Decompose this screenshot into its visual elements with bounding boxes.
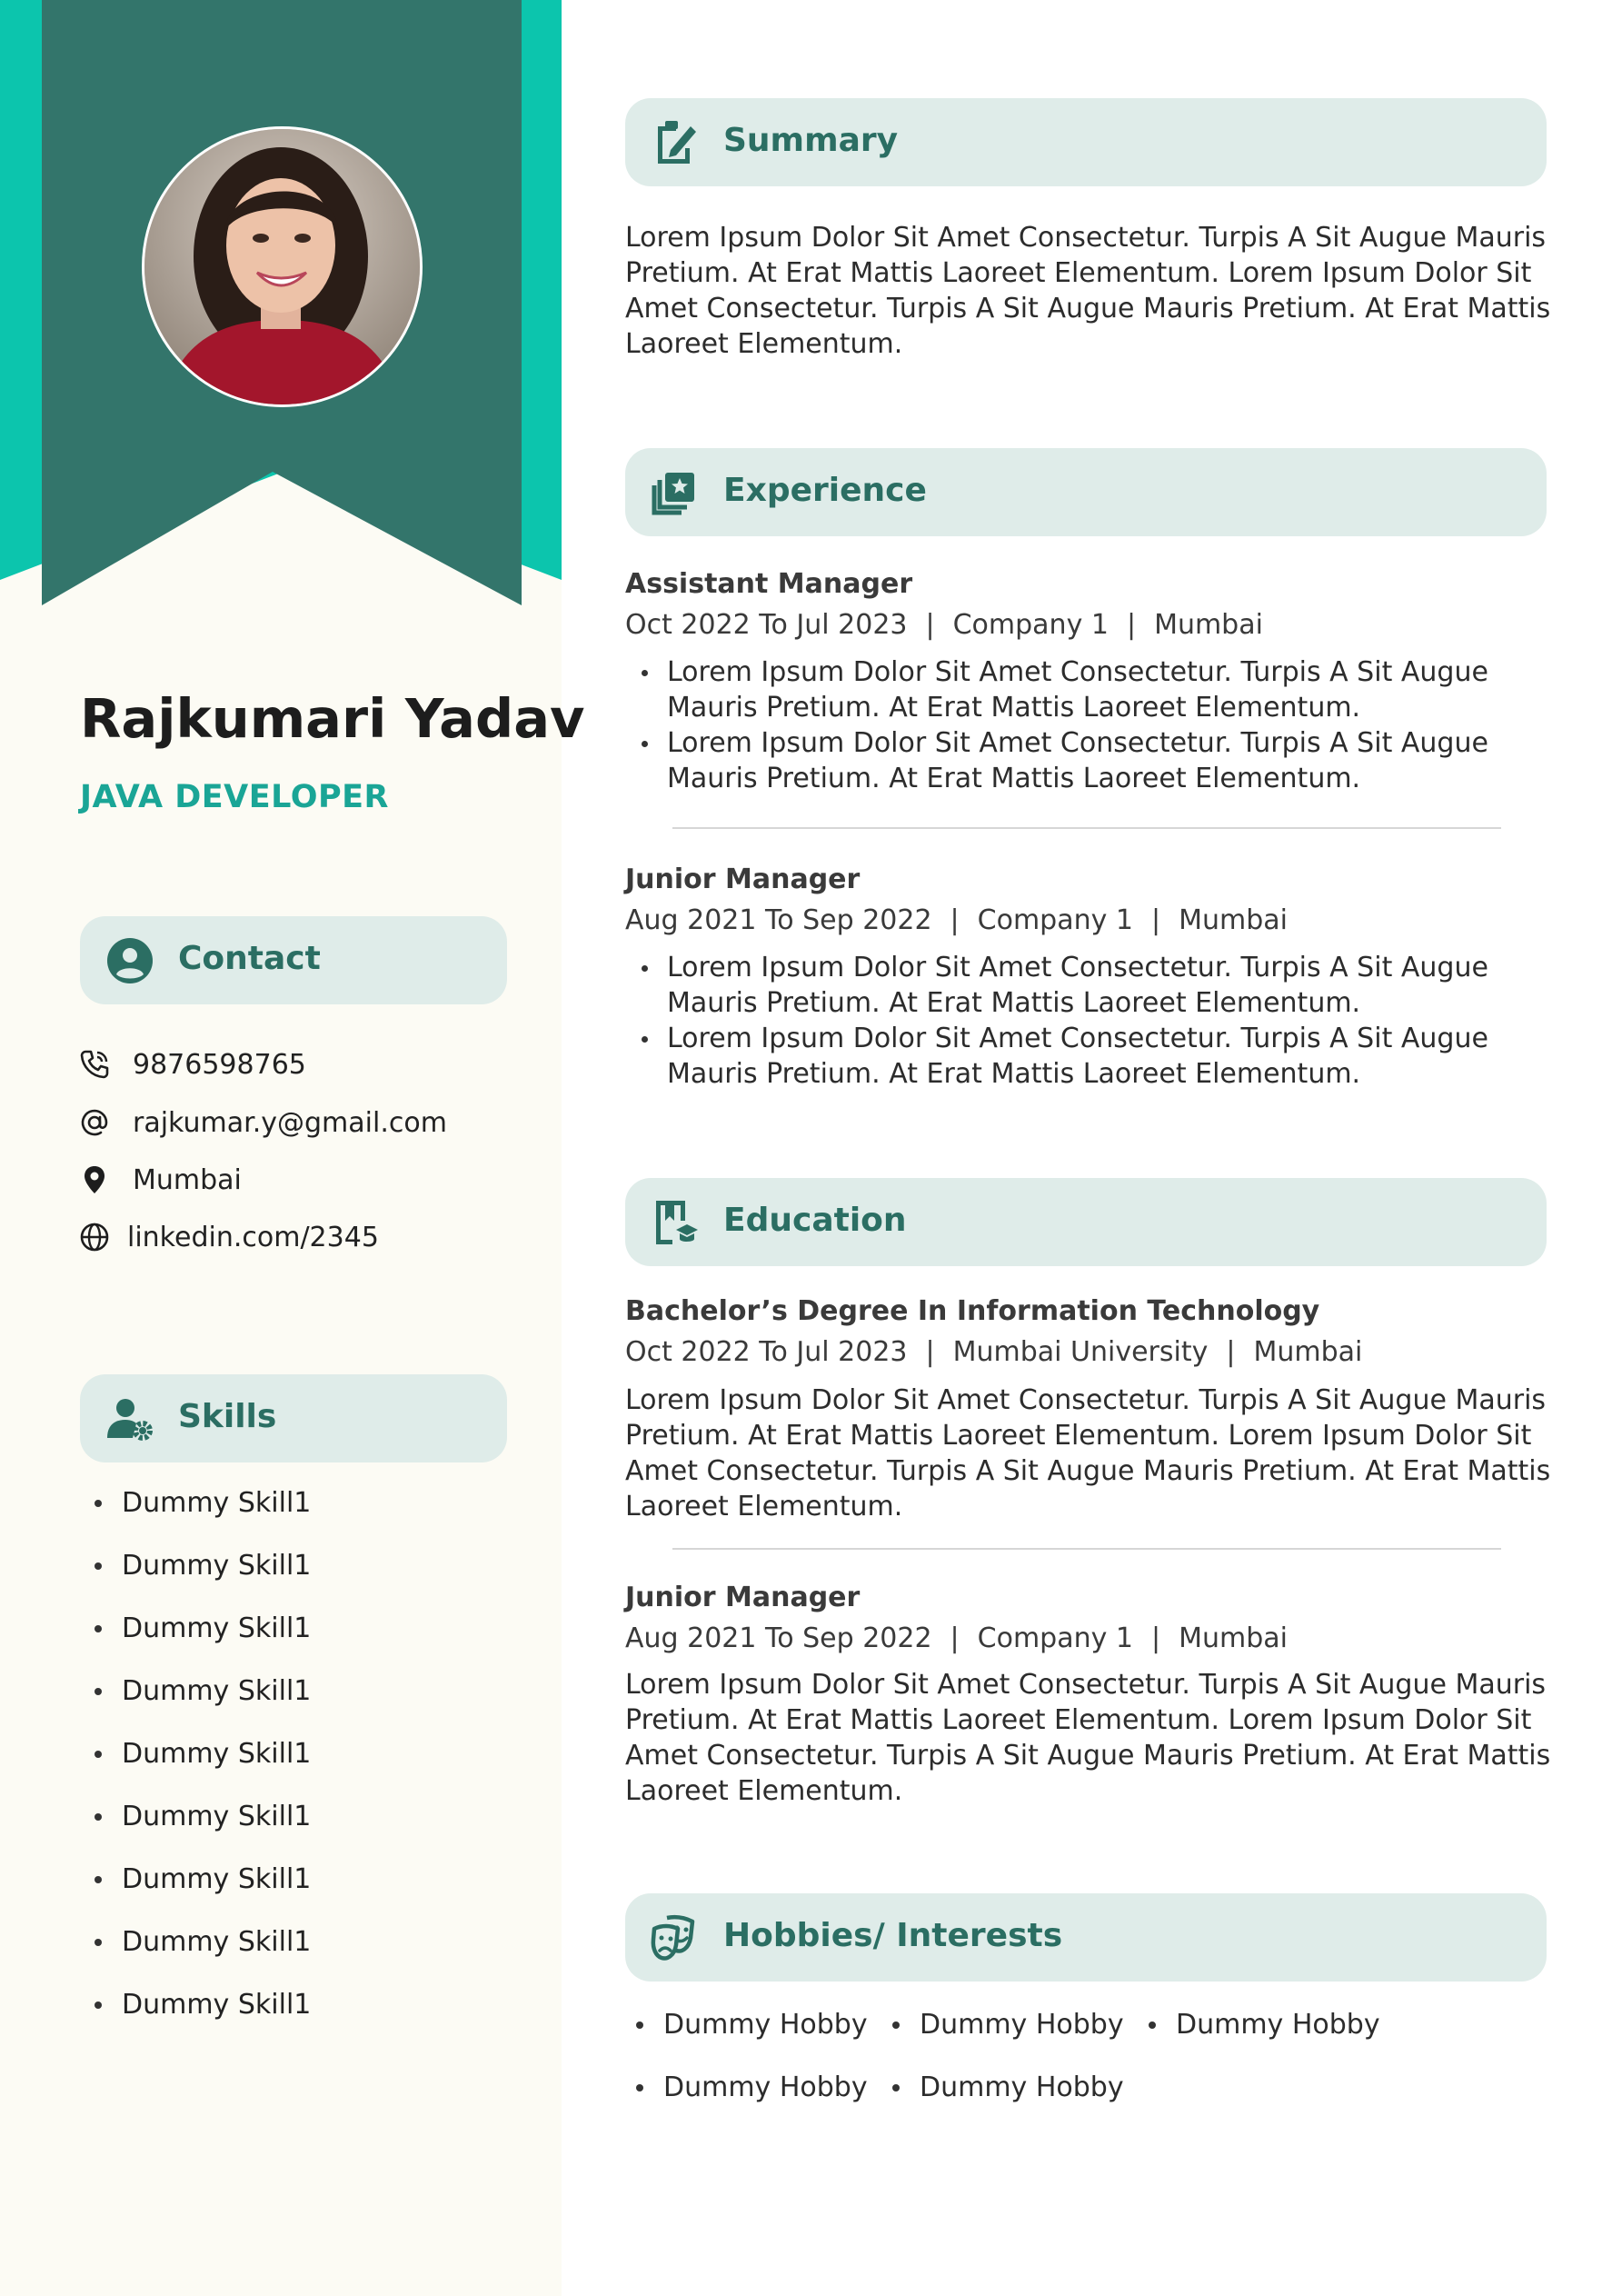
separator: | <box>925 1336 935 1368</box>
theater-masks-icon <box>649 1912 700 1963</box>
globe-icon <box>78 1221 111 1253</box>
job-company: Company 1 <box>977 904 1133 936</box>
job-meta <box>625 904 1288 936</box>
education-degree: Junior Manager <box>625 1582 861 1613</box>
separator: | <box>950 904 960 936</box>
separator: | <box>1226 1336 1236 1368</box>
contact-title: Contact <box>178 940 321 977</box>
hobby-label: Dummy Hobby <box>920 2071 1124 2103</box>
hobby-label: Dummy Hobby <box>920 2009 1124 2041</box>
separator: | <box>1126 609 1137 641</box>
education-degree: Bachelor’s Degree In Information Technology <box>625 1295 1320 1327</box>
at-sign-icon <box>78 1106 111 1139</box>
education-location: Mumbai <box>1179 1622 1288 1654</box>
education-institution: Company 1 <box>977 1622 1133 1654</box>
job-location: Mumbai <box>1154 609 1263 641</box>
hobby-item <box>636 2071 868 2103</box>
hobby-label: Dummy Hobby <box>663 2071 868 2103</box>
skill-item <box>95 1801 311 1832</box>
skill-label: Dummy Skill1 <box>122 1863 312 1895</box>
separator: | <box>950 1622 960 1654</box>
skill-item <box>95 1863 311 1895</box>
skill-label: Dummy Skill1 <box>122 1926 312 1958</box>
phone-icon <box>78 1048 111 1081</box>
user-gear-icon <box>105 1394 154 1443</box>
person-circle-icon <box>105 936 154 985</box>
education-institution: Mumbai University <box>952 1336 1209 1368</box>
edit-document-icon <box>649 117 700 168</box>
separator: | <box>1151 1622 1161 1654</box>
contact-email[interactable] <box>78 1103 447 1142</box>
job-bullet: Lorem Ipsum Dolor Sit Amet Consectetur. Turpis A Sit Augue Mauris Pretium. At Erat Mattis Laoreet Elementum. <box>642 725 1541 796</box>
skill-label: Dummy Skill1 <box>122 1675 312 1707</box>
hobby-label: Dummy Hobby <box>663 2009 868 2041</box>
job-bullets <box>642 654 1541 796</box>
skill-item <box>95 1487 311 1519</box>
skill-label: Dummy Skill1 <box>122 1738 312 1770</box>
job-title: Junior Manager <box>625 863 861 895</box>
hobby-item <box>636 2009 868 2041</box>
job-meta <box>625 609 1263 641</box>
job-location: Mumbai <box>1179 904 1288 936</box>
summary-header <box>625 98 1547 186</box>
divider <box>672 827 1501 829</box>
education-dates: Oct 2022 To Jul 2023 <box>625 1336 908 1368</box>
education-text: Lorem Ipsum Dolor Sit Amet Consectetur. Turpis A Sit Augue Mauris Pretium. At Erat Mattis Laoreet Elementum. Lorem Ipsum Dolor Sit Amet Consectetur. Turpis A Sit Augue Mauris Pretium. At Erat Mattis Laoreet Elementum. <box>625 1384 1551 1522</box>
candidate-name: Rajkumari Yadav <box>80 687 585 750</box>
skill-label: Dummy Skill1 <box>122 1612 312 1644</box>
skill-item <box>95 1550 311 1582</box>
hobby-item <box>892 2009 1124 2041</box>
phone-number: 9876598765 <box>133 1048 306 1081</box>
book-graduation-icon <box>649 1197 700 1248</box>
education-header <box>625 1178 1547 1266</box>
skills-title: Skills <box>178 1398 277 1435</box>
separator: | <box>1151 904 1161 936</box>
profile-photo <box>142 126 423 407</box>
email-address: rajkumar.y@gmail.com <box>133 1106 447 1139</box>
job-dates: Aug 2021 To Sep 2022 <box>625 904 932 936</box>
skill-item <box>95 1738 311 1770</box>
job-bullet: Lorem Ipsum Dolor Sit Amet Consectetur. Turpis A Sit Augue Mauris Pretium. At Erat Mattis Laoreet Elementum. <box>642 654 1541 725</box>
job-bullet: Lorem Ipsum Dolor Sit Amet Consectetur. Turpis A Sit Augue Mauris Pretium. At Erat Mattis Laoreet Elementum. <box>642 1021 1541 1092</box>
hobby-label: Dummy Hobby <box>1176 2009 1380 2041</box>
candidate-role: JAVA DEVELOPER <box>80 779 389 815</box>
hobby-item <box>892 2071 1124 2103</box>
skills-header <box>80 1374 507 1462</box>
skill-label: Dummy Skill1 <box>122 1550 312 1582</box>
skill-item <box>95 1926 311 1958</box>
contact-header <box>80 916 507 1004</box>
star-album-icon <box>649 467 700 518</box>
summary-title: Summary <box>723 122 899 159</box>
contact-location <box>78 1161 242 1199</box>
linkedin-url: linkedin.com/2345 <box>127 1221 379 1253</box>
location-pin-icon <box>78 1163 111 1196</box>
education-text: Lorem Ipsum Dolor Sit Amet Consectetur. Turpis A Sit Augue Mauris Pretium. At Erat Mattis Laoreet Elementum. Lorem Ipsum Dolor Sit Amet Consectetur. Turpis A Sit Augue Mauris Pretium. At Erat Mattis Laoreet Elementum. <box>625 1669 1551 1807</box>
hobbies-header <box>625 1893 1547 1982</box>
skill-item <box>95 1612 311 1644</box>
education-dates: Aug 2021 To Sep 2022 <box>625 1622 932 1654</box>
contact-linkedin[interactable] <box>78 1218 379 1256</box>
experience-header <box>625 448 1547 536</box>
skill-label: Dummy Skill1 <box>122 1487 312 1519</box>
job-bullet: Lorem Ipsum Dolor Sit Amet Consectetur. Turpis A Sit Augue Mauris Pretium. At Erat Mattis Laoreet Elementum. <box>642 950 1541 1021</box>
education-title: Education <box>723 1202 907 1239</box>
experience-title: Experience <box>723 472 927 509</box>
location-text: Mumbai <box>133 1163 242 1196</box>
job-title: Assistant Manager <box>625 568 913 600</box>
divider <box>672 1548 1501 1550</box>
sidebar <box>0 0 585 2296</box>
summary-text: Lorem Ipsum Dolor Sit Amet Consectetur. Turpis A Sit Augue Mauris Pretium. At Erat Mattis Laoreet Elementum. Lorem Ipsum Dolor Sit Amet Consectetur. Turpis A Sit Augue Mauris Pretium. At Erat Mattis Laoreet Elementum. <box>625 222 1551 360</box>
skill-label: Dummy Skill1 <box>122 1801 312 1832</box>
education-location: Mumbai <box>1253 1336 1363 1368</box>
education-meta <box>625 1622 1288 1654</box>
job-dates: Oct 2022 To Jul 2023 <box>625 609 908 641</box>
contact-phone[interactable] <box>78 1045 306 1083</box>
hobby-item <box>1149 2009 1380 2041</box>
job-company: Company 1 <box>952 609 1109 641</box>
skill-label: Dummy Skill1 <box>122 1989 312 2021</box>
skill-item <box>95 1675 311 1707</box>
hobbies-title: Hobbies/ Interests <box>723 1917 1063 1954</box>
job-bullets <box>642 950 1541 1092</box>
separator: | <box>925 609 935 641</box>
education-meta <box>625 1336 1362 1368</box>
skill-item <box>95 1989 311 2021</box>
